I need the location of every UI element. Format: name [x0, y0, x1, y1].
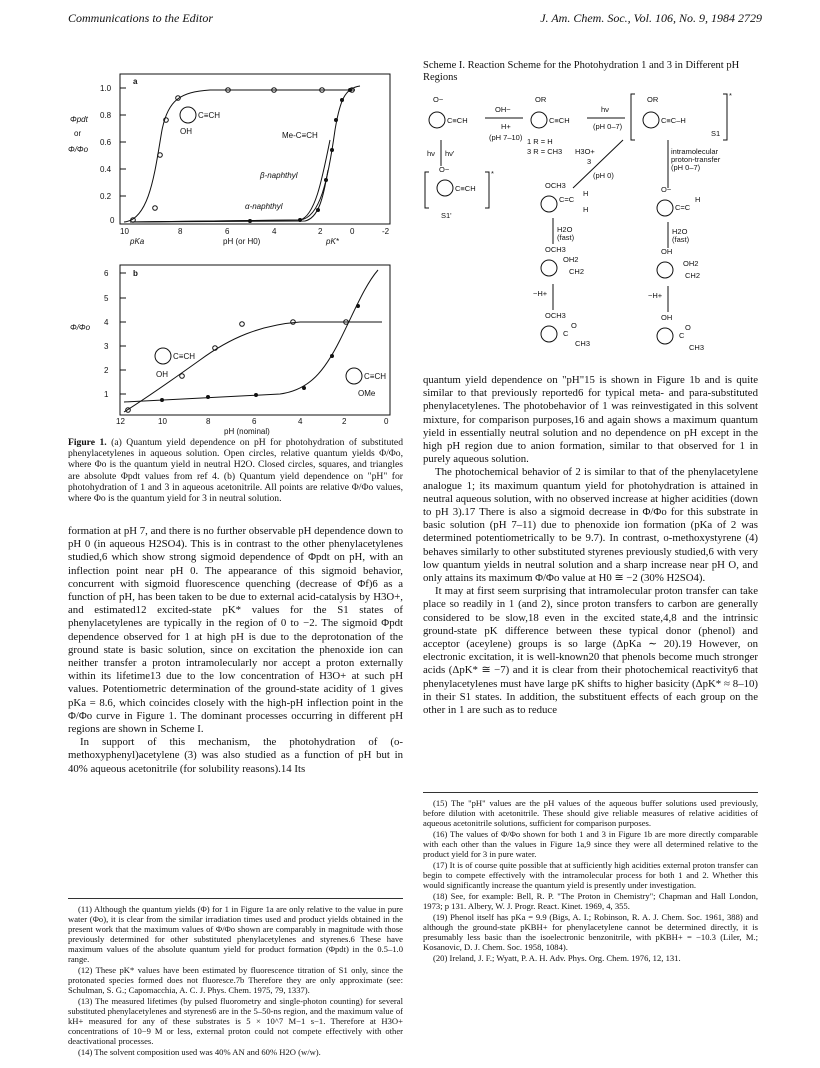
benzene-icon	[429, 112, 445, 128]
x-tick: 12	[116, 417, 125, 426]
running-head-right: J. Am. Chem. Soc., Vol. 106, No. 9, 1984 2729	[540, 11, 762, 25]
y-tick: 0.2	[100, 192, 112, 201]
right-column-body	[423, 374, 758, 717]
benzene-icon	[657, 328, 673, 344]
footnote: (11) Although the quantum yields (Φ) for 1 in Figure 1a are only relative to the value in pure water (Φo), it is clear from the similar irradiation times used and product yields obtained in the present work that the maximum values of Φ/Φo shown are comparably in magnitude with those previously determined for other substituted phenylacetylenes and styrenes.6 These have maximum values of the absolute quantum yield for product formation (Φpdt) in the 0.5–1.0 range.	[68, 904, 403, 964]
x-tick: 2	[318, 227, 323, 236]
benzene-icon	[180, 107, 196, 123]
scheme-label: (pH 7–10)	[489, 133, 523, 142]
struct-label: OH	[180, 127, 192, 136]
x-tick: 2	[342, 417, 347, 426]
paragraph: formation at pH 7, and there is no further observable pH dependence down to pH 0 (in aqueous H2SO4). This is in contrast to the other phenylacetylenes studied,6 which show strong sigmoid dependence of Φpdt on pH, with an inflection point near pH 0. The appearance of this sigmoid behavior, concurrent with sigmoid fluorescence quenching (decrease of Φf)6 as a function of pH, has been taken to be due to external acid-catalysis by H3O+, and estimated12 excited-state pK* values for the S1 states of phenylacetylenes are typically in the region of 0 to −2. The sigmoid Φpdt dependence observed for 1 at high pH is due to the deprotonation of the ground state is basic solution, since on excitation the phenoxide ion can neither transfer a proton intramolecularly nor accept a proton externally within its lifetime13 due to the low concentration of H3O+ at such pH values. Potentiometric determination of the ground-state acidity of 1 gives pKa = 8.6, which coincides closely with the high-pH inflection point in the Φ/Φo curve in Figure 1. The dominant processes occurring in different pH regions are shown in Scheme I.	[68, 525, 403, 736]
scheme-label: C≡CH	[455, 184, 476, 193]
x-tick: 4	[298, 417, 303, 426]
scheme-label: O	[685, 323, 691, 332]
footnote: (14) The solvent composition used was 40% AN and 60% H2O (w/w).	[78, 1047, 321, 1057]
curve-label-me: Me-C≡CH	[282, 131, 318, 140]
scheme-label: OR	[535, 95, 547, 104]
y-tick: 1.0	[100, 84, 112, 93]
scheme-1	[423, 84, 758, 368]
y-axis-label-b: Φ/Φo	[70, 323, 91, 332]
benzene-icon	[531, 112, 547, 128]
scheme-label: C≡CH	[549, 116, 570, 125]
y-axis-label-a-ratio: Φ/Φo	[68, 145, 89, 154]
y-tick: 5	[104, 294, 109, 303]
scheme-label: S1	[711, 129, 721, 138]
scheme-label: O−	[661, 185, 672, 194]
footnote-rule-right	[423, 792, 758, 793]
paragraph: quantum yield dependence on "pH"15 is shown in Figure 1b and is quite similar to that previously reported6 for typical meta- and para-substituted phenylacetylenes. The photobehavior of 1 was reinvestigated in this solvent mixture, for comparison purposes,16 and again shows a maximum quantum yield in essentially neutral solution and no dependence on pH except in the high pH region due to anion formation, similar to that observed for 1 in purely aqueous solution.	[423, 374, 758, 466]
scheme-label: OH−	[495, 105, 511, 114]
scheme-label: CH3	[575, 339, 591, 348]
struct-label: C≡CH	[198, 111, 220, 120]
scheme-label: *	[491, 169, 494, 178]
y-tick: 1	[104, 390, 109, 399]
scheme-label: 1 R = H	[527, 137, 553, 146]
scheme-label: OH2	[563, 255, 579, 264]
paragraph: The photochemical behavior of 2 is similar to that of the phenylacetylene analogue 1; its maximum quantum yield for photohydration is attained in neutral aqueous solution, with no observed increase at higher acidities (down to pH 3).17 There is also a sigmoid decrease in Φ/Φo for this substrate in basic solution (pH 7–11) due to phenoxide ion formation (pKa of 2 was determined potentiometrically to be 9.7). In contrast, o-methoxystyrene (4) behaves similarly to other substituted styrenes previously studied,6 with very low quantum yields in neutral solution and a sharp increase near pH O, and only attains its maximum Φ/Φo value at H0 ≅ −2 (30% H2SO4).	[423, 466, 758, 585]
curve-alpha	[130, 170, 328, 222]
scheme-label: (pH 0)	[593, 171, 614, 180]
benzene-icon	[541, 196, 557, 212]
scheme-label: *	[729, 91, 732, 100]
y-tick: 0	[110, 216, 115, 225]
struct-label: C≡CH	[364, 372, 386, 381]
x-axis-label-b: pH (nominal)	[224, 427, 270, 436]
scheme-label: −H+	[648, 291, 663, 300]
y-tick: 0.4	[100, 165, 112, 174]
scheme-label: C	[563, 329, 569, 338]
footnotes-right	[423, 798, 758, 964]
benzene-icon	[155, 348, 171, 364]
x-axis-label-a: pH (or H0)	[223, 237, 261, 246]
x-tick: 0	[350, 227, 355, 236]
benzene-icon	[657, 262, 673, 278]
x-tick: 10	[120, 227, 129, 236]
scheme-label: OCH3	[545, 181, 566, 190]
figure-1	[60, 60, 395, 436]
x-tick: 0	[384, 417, 389, 426]
caption-label: Figure 1.	[68, 437, 107, 448]
scheme-label: OH	[661, 247, 673, 256]
left-column-body	[68, 525, 403, 776]
scheme-label: (fast)	[672, 235, 690, 244]
y-tick: 4	[104, 318, 109, 327]
scheme-label: OH	[661, 313, 673, 322]
x-tick: 8	[206, 417, 211, 426]
panel-b-y-ticks	[104, 269, 126, 399]
scheme-label: OH2	[683, 259, 699, 268]
scheme-label: 3	[587, 157, 592, 166]
panel-b-frame	[120, 265, 390, 415]
struct-label: OH	[156, 370, 168, 379]
scheme-label: S1'	[441, 211, 452, 220]
panel-b-x-ticks	[116, 417, 389, 426]
scheme-label: hν'	[445, 149, 455, 158]
panel-a-x-ticks	[120, 227, 390, 236]
y-tick: 3	[104, 342, 109, 351]
scheme-label: proton-transfer	[671, 155, 721, 164]
scheme-label: CH2	[685, 271, 701, 280]
y-tick: 0.8	[100, 111, 112, 120]
benzene-icon	[437, 180, 453, 196]
curve-label-beta: β-naphthyl	[260, 171, 298, 180]
scheme-label: O	[571, 321, 577, 330]
figure-caption	[68, 437, 403, 504]
panel-a-label: a	[133, 77, 138, 86]
panel-b-label: b	[133, 269, 138, 278]
footnote: (12) These pK* values have been estimated by fluorescence titration of S1 only, since the protonated species formed does not fluoresce.7b Therefore they are only approximate (see: Schulman, S. G.; Capomacchia, A. C. J. Phys. Chem. 1975, 79, 1337).	[68, 965, 403, 995]
caption-text: (a) Quantum yield dependence on pH for photohydration of substituted phenylacetylenes in aqueous solution. Open circles, relative quantum yields Φ/Φo, where Φo is the quantum yield in neutral H2O. Closed circles, squares, and triangles are absolute Φpdt values from ref 4. (b) Quantum yield dependence on "pH" for photohydration of 1 and 3 in aqueous acetonitrile. All points are relative Φ/Φo values, where Φo is the quantum yield for 3 in neutral solution.	[68, 437, 403, 505]
scheme-label: H2O	[557, 225, 573, 234]
paragraph: It may at first seem surprising that intramolecular proton transfer can take place so readily in 1 (and 2), since proton transfers to carbon are generally considered to be slow,18 even in the excited state,4,8 and the intrinsic ground-state pK difference between these typical donor (phenol) and acceptor (aceylene) groups is so large (ΔpKa ∼ 20).19 However, on electronic excitation, it is well-known20 that phenols become much stronger acids (ΔpK* ≅ −7) and it is clear from their photochemical reactivity6 that phenylacetylenes must have large pK shifts to higher basicity (ΔpK* ≈ 8–10) in their S1 states. In addition, the substituent effects of each group on the other in 1 are such as to reduce	[423, 585, 758, 717]
scheme-label: H3O+	[575, 147, 595, 156]
scheme-label: −H+	[533, 289, 548, 298]
scheme-label: C=C	[559, 195, 575, 204]
footnotes-left	[68, 904, 403, 1058]
scheme-label: CH2	[569, 267, 585, 276]
footnote: (18) See, for example: Bell, R. P. "The Proton in Chemistry"; Chapman and Hall London, 1973; p 131. Albery, W. J. Progr. React. Kinet. 1969, 4, 355.	[423, 891, 758, 911]
y-axis-label-a: Φpdt	[70, 115, 88, 124]
running-head-left: Communications to the Editor	[68, 11, 213, 25]
scheme-label: H	[695, 195, 701, 204]
scheme-label: C=C	[675, 203, 691, 212]
benzene-icon	[643, 112, 659, 128]
benzene-icon	[657, 200, 673, 216]
struct-label: C≡CH	[173, 352, 195, 361]
scheme-label: (pH 0–7)	[593, 122, 623, 131]
struct-label: OMe	[358, 389, 376, 398]
scheme-label: intramolecular	[671, 147, 719, 156]
x-tick: 8	[178, 227, 183, 236]
scheme-label: C≡CH	[447, 116, 468, 125]
open-circles-b	[126, 320, 349, 413]
panel-a-y-ticks	[100, 84, 126, 225]
scheme-label: OCH3	[545, 245, 566, 254]
footnote-rule-left	[68, 898, 403, 899]
scheme-label: hν	[427, 149, 435, 158]
scheme-label: H2O	[672, 227, 688, 236]
scheme-caption: Scheme I. Reaction Scheme for the Photohydration 1 and 3 in Different pH Regions	[423, 60, 740, 83]
y-axis-label-a-or: or	[74, 129, 82, 138]
footnote: (20) Ireland, J. F.; Wyatt, P. A. H. Adv. Phys. Org. Chem. 1976, 12, 131.	[433, 953, 681, 963]
footnote: (17) It is of course quite possible that at sufficiently high acidities external proton transfer can begin to compete effectively with the intramolecular process for both 1 and 2. Whether this would significantly increase the quantum yield is presently under investigation.	[423, 860, 758, 890]
benzene-icon	[541, 260, 557, 276]
scheme-label: H	[583, 189, 589, 198]
x-tick: 6	[252, 417, 257, 426]
scheme-label: H+	[501, 122, 511, 131]
curve-label-alpha: α-naphthyl	[245, 202, 283, 211]
y-tick: 2	[104, 366, 109, 375]
footnote: (19) Phenol itself has pKa = 9.9 (Bigs, A. I.; Robinson, R. A. J. Chem. Soc. 1961, 388) and although the ground-state pKBH+ for phenylacetylene cannot be determined directly, it is presumably less basic than the isoelectronic benzonitrile, with pKBH+ = −10.3 (Liler, M.; Kosanovic, D. J. Chem. Soc. 1958, 1084).	[423, 912, 758, 952]
x-marker-pkstar: pK*	[326, 237, 339, 246]
x-tick: -2	[382, 227, 390, 236]
x-tick: 10	[158, 417, 167, 426]
scheme-label: O−	[439, 165, 450, 174]
paragraph: In support of this mechanism, the photohydration of (o-methoxyphenyl)acetylene (3) was also studied as a function of pH but in 40% aqueous acetonitrile (for solubility reasons).14 Its	[68, 736, 403, 775]
benzene-icon	[346, 368, 362, 384]
scheme-label: C	[679, 331, 685, 340]
x-marker-pka: pKa	[130, 237, 145, 246]
scheme-label: (pH 0–7)	[671, 163, 701, 172]
footnote: (13) The measured lifetimes (by pulsed fluorometry and single-photon counting) for several substituted phenylacetylenes and styrenes6 are in the 5–50-ns region, and the maximum value of kH+ measured for any of these substrates is 5 × 10^7 M−1 s−1. Therefore at H3O+ concentrations of 10−9 M or less, external proton could not compete effectively with other deactivational processes.	[68, 996, 403, 1046]
scheme-label: hν	[601, 105, 609, 114]
x-tick: 4	[272, 227, 277, 236]
scheme-label: OCH3	[545, 311, 566, 320]
benzene-icon	[541, 326, 557, 342]
scheme-label: O−	[433, 95, 444, 104]
scheme-label: 3 R = CH3	[527, 147, 563, 156]
scheme-label: (fast)	[557, 233, 575, 242]
y-tick: 0.6	[100, 138, 112, 147]
curve-3-b	[124, 270, 378, 402]
footnote: (16) The values of Φ/Φo shown for both 1 and 3 in Figure 1b are more directly comparable with each other than the values in Figure 1a,9 since they were all determined relative to the product yield for 3 in pure water.	[423, 829, 758, 859]
scheme-label: CH3	[689, 343, 705, 352]
scheme-label: OR	[647, 95, 659, 104]
footnote: (15) The "pH" values are the pH values of the aqueous buffer solutions used previously, before dilution with acetonitrile. These should give reliable measures of relative acidities of aqueous acetonitrile solutions, sufficient for comparison purposes.	[423, 798, 758, 828]
scheme-label: C≡C–H	[661, 116, 686, 125]
scheme-label: H	[583, 205, 589, 214]
y-tick: 6	[104, 269, 109, 278]
x-tick: 6	[225, 227, 230, 236]
